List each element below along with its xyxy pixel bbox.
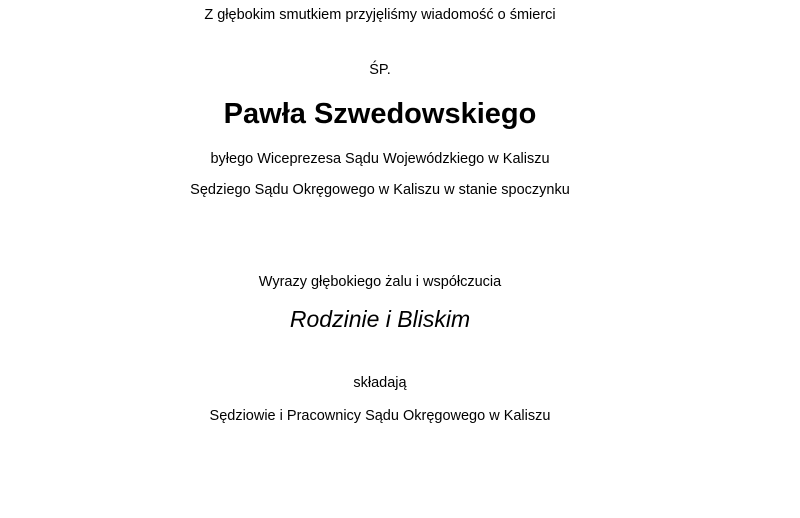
intro-text: Z głębokim smutkiem przyjęliśmy wiadomość o śmierci — [204, 7, 556, 23]
former-position: byłego Wiceprezesa Sądu Wojewódzkiego w Kaliszu — [210, 151, 550, 167]
recipients-text: Rodzinie i Bliskim — [289, 306, 471, 332]
senders-text: Sędziowie i Pracownicy Sądu Okręgowego w Kaliszu — [209, 408, 551, 424]
name-prefix: ŚP. — [369, 62, 391, 78]
deceased-name: Pawła Szwedowskiego — [223, 98, 537, 130]
condolences-text: Wyrazy głębokiego żalu i współczucia — [258, 274, 502, 290]
verb-text: składają — [353, 375, 407, 391]
retired-position: Sędziego Sądu Okręgowego w Kaliszu w stanie spoczynku — [190, 182, 570, 198]
